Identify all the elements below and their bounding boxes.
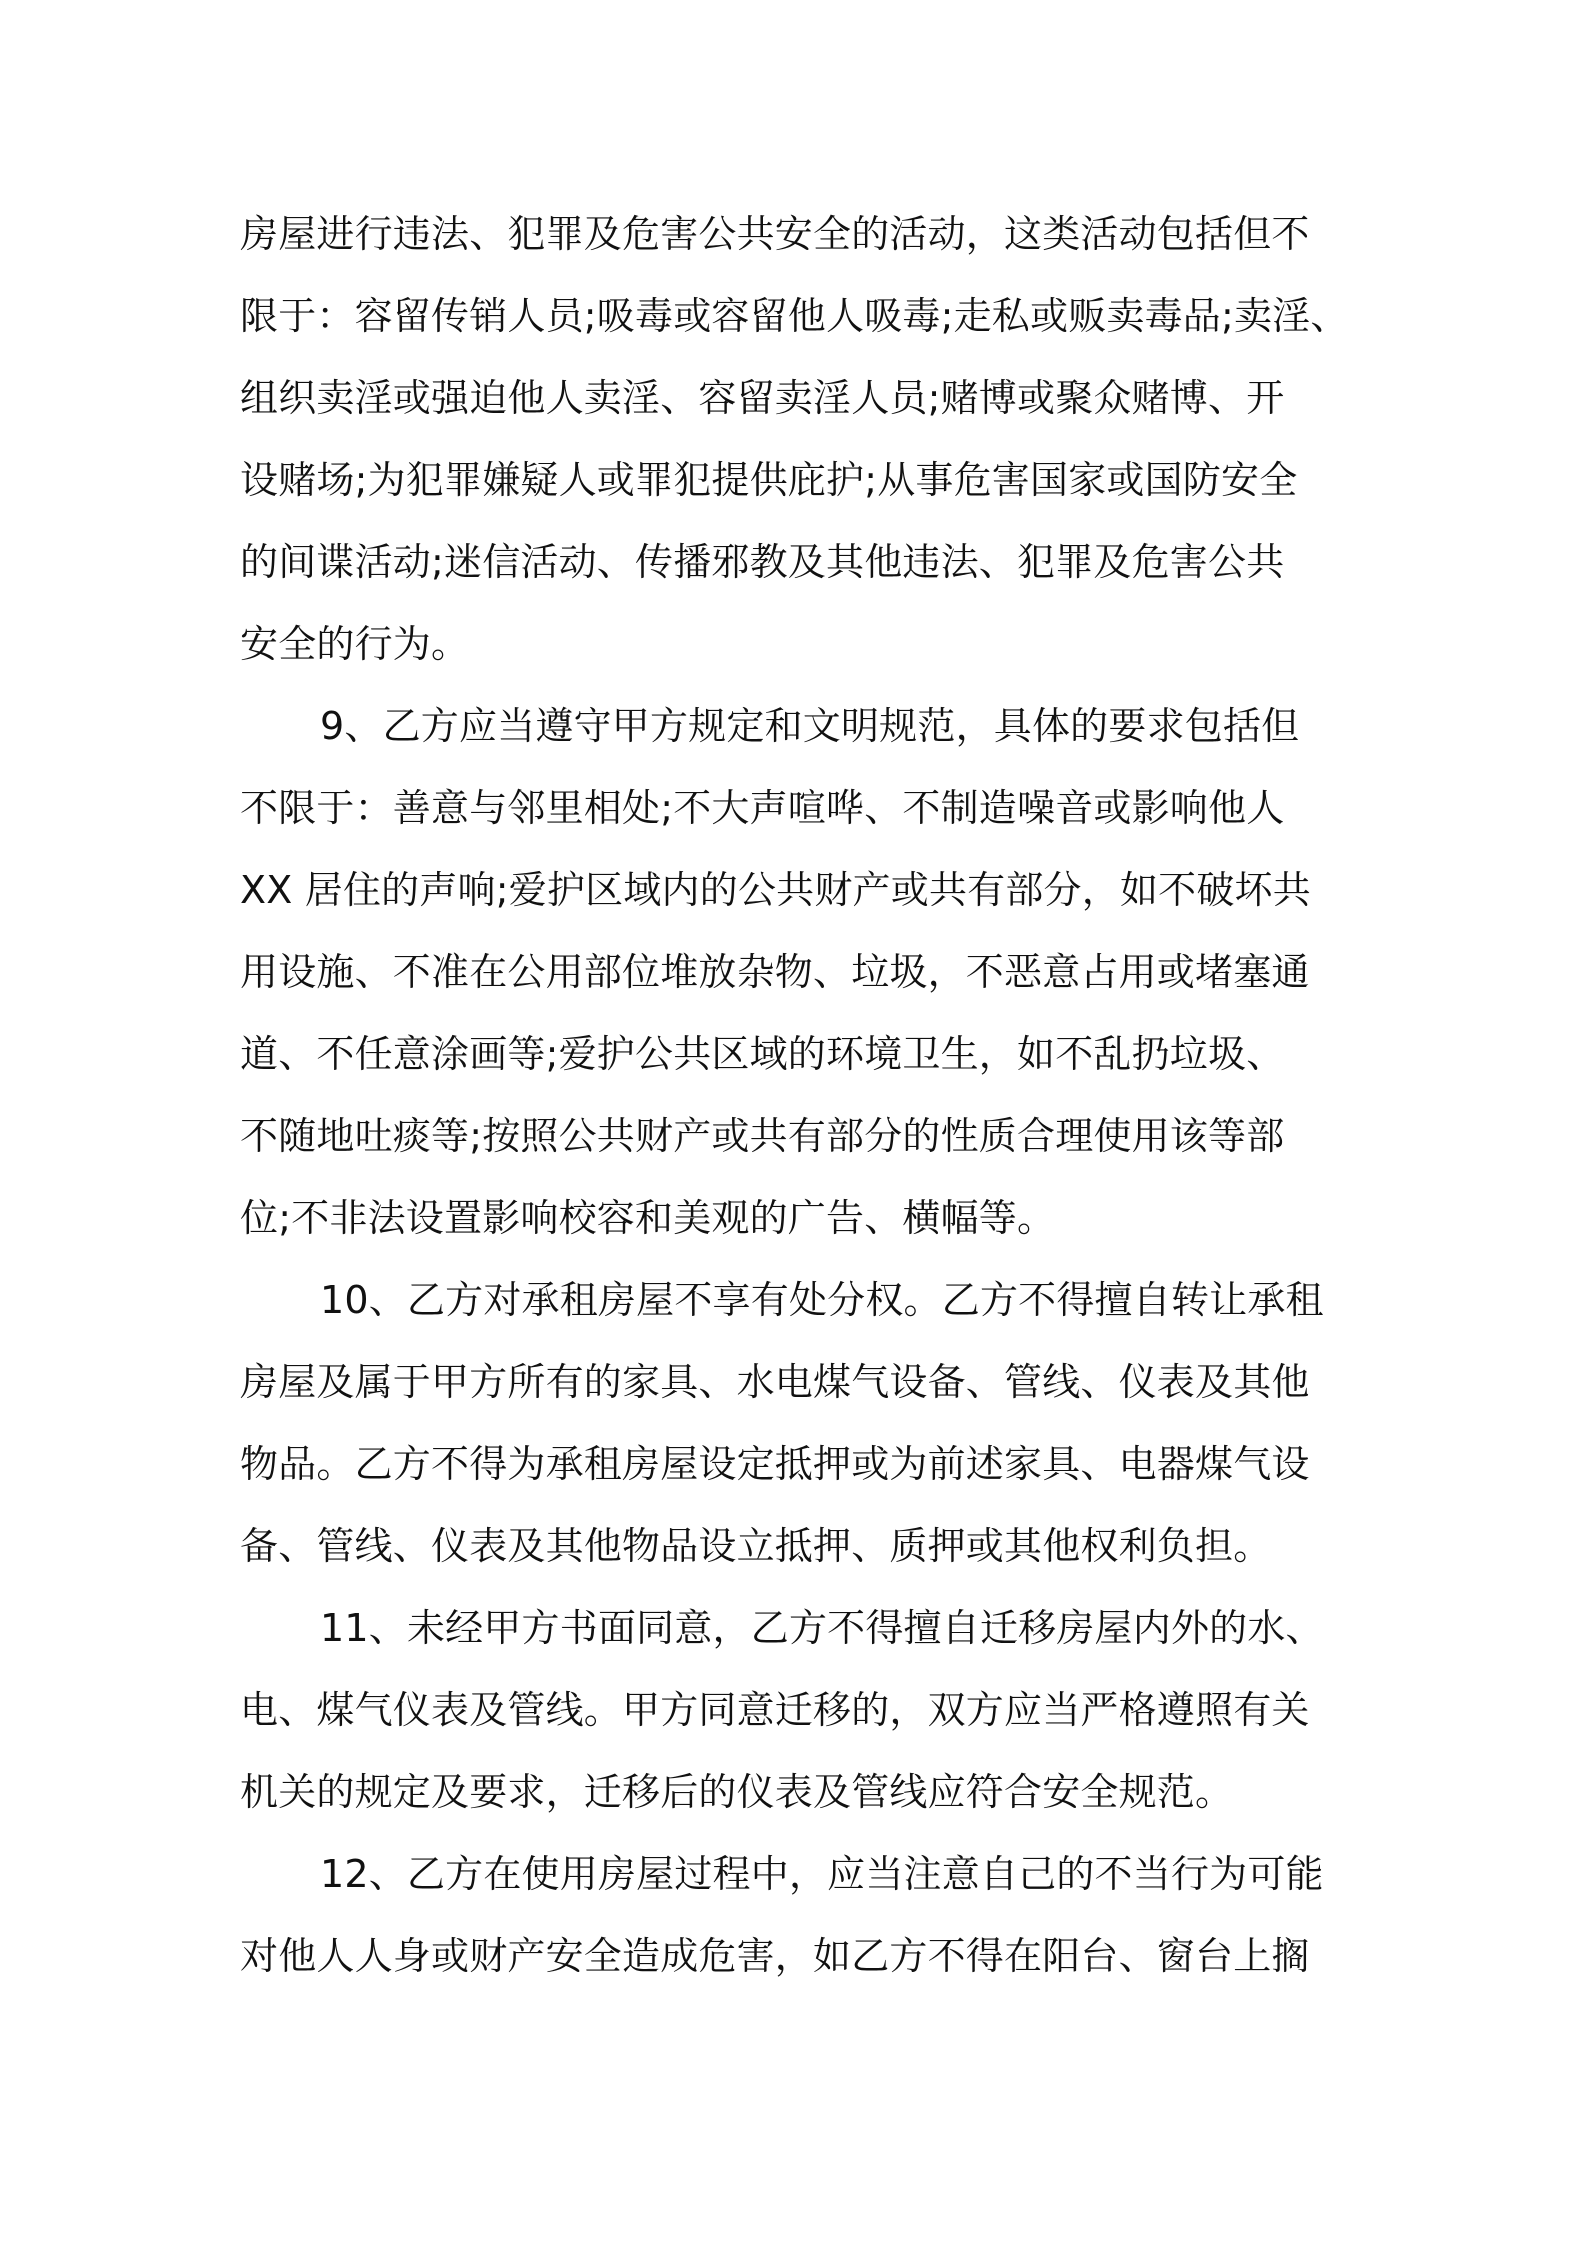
text-line: 物品。乙方不得为承租房屋设定抵押或为前述家具、电器煤气设 <box>240 1442 1310 1486</box>
text-line: XX 居住的声响;爱护区域内的公共财产或共有部分，如不破坏共 <box>240 868 1311 912</box>
text-line: 安全的行为。 <box>240 622 470 666</box>
text-line: 用设施、不准在公用部位堆放杂物、垃圾，不恶意占用或堵塞通 <box>240 950 1310 994</box>
text-line: 备、管线、仪表及其他物品设立抵押、质押或其他权利负担。 <box>240 1524 1272 1568</box>
text-line: 设赌场;为犯罪嫌疑人或罪犯提供庇护;从事危害国家或国防安全 <box>240 458 1298 502</box>
text-line: 不限于：善意与邻里相处;不大声喧哗、不制造噪音或影响他人 <box>240 786 1285 830</box>
paragraph-clause-12 <box>240 1833 1380 1997</box>
document-body <box>240 193 1380 1997</box>
text-line: 电、煤气仪表及管线。甲方同意迁移的，双方应当严格遵照有关 <box>240 1688 1310 1732</box>
text-line: 对他人人身或财产安全造成危害，如乙方不得在阳台、窗台上搁 <box>240 1934 1310 1978</box>
text-line: 的间谍活动;迷信活动、传播邪教及其他违法、犯罪及危害公共 <box>240 540 1285 584</box>
text-line: 10、乙方对承租房屋不享有处分权。乙方不得擅自转让承租 <box>320 1278 1324 1322</box>
paragraph-clause-9 <box>240 685 1380 1259</box>
text-line: 道、不任意涂画等;爱护公共区域的环境卫生，如不乱扔垃圾、 <box>240 1032 1285 1076</box>
text-line: 限于：容留传销人员;吸毒或容留他人吸毒;走私或贩卖毒品;卖淫、 <box>240 294 1349 338</box>
text-line: 组织卖淫或强迫他人卖淫、容留卖淫人员;赌博或聚众赌博、开 <box>240 376 1285 420</box>
paragraph-prohibited-activities <box>240 193 1380 685</box>
text-line: 不随地吐痰等;按照公共财产或共有部分的性质合理使用该等部 <box>240 1114 1285 1158</box>
text-line: 房屋及属于甲方所有的家具、水电煤气设备、管线、仪表及其他 <box>240 1360 1310 1404</box>
text-line: 机关的规定及要求，迁移后的仪表及管线应符合安全规范。 <box>240 1770 1234 1814</box>
text-line: 9、乙方应当遵守甲方规定和文明规范，具体的要求包括但 <box>320 704 1300 748</box>
text-line: 11、未经甲方书面同意，乙方不得擅自迁移房屋内外的水、 <box>320 1606 1324 1650</box>
paragraph-clause-11 <box>240 1587 1380 1833</box>
paragraph-clause-10 <box>240 1259 1380 1587</box>
text-line: 房屋进行违法、犯罪及危害公共安全的活动，这类活动包括但不 <box>240 212 1310 256</box>
text-line: 12、乙方在使用房屋过程中，应当注意自己的不当行为可能 <box>320 1852 1324 1896</box>
text-line: 位;不非法设置影响校容和美观的广告、横幅等。 <box>240 1196 1056 1240</box>
